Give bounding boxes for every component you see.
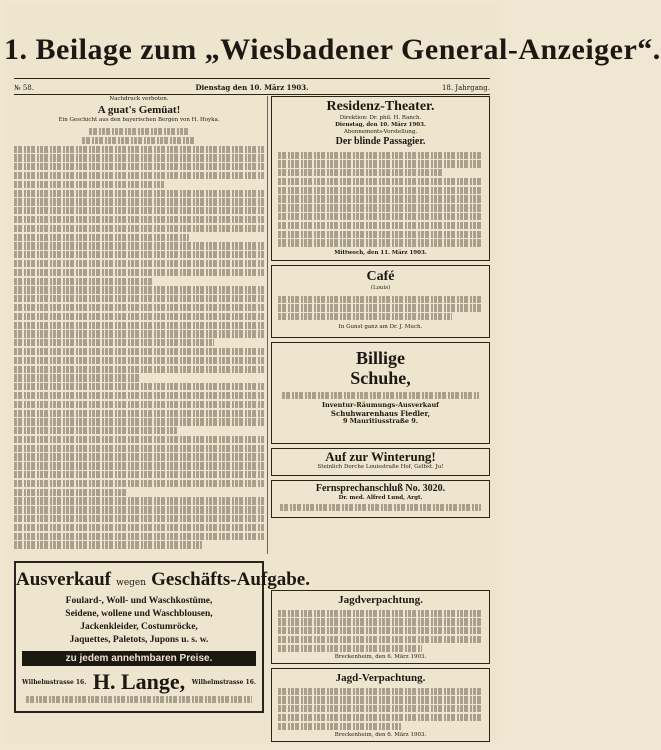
jagd-1-date: Breckenheim, den 6. März 1903. <box>334 654 427 661</box>
sale-line-2: Foulard-, Woll- und Waschkostüme, <box>65 596 213 606</box>
jagd-notice-1 <box>271 590 490 664</box>
header-rule <box>14 78 490 79</box>
shoes-ad <box>271 342 490 444</box>
jagd-notice-2 <box>271 668 490 742</box>
jagd-1-title: Jagdverpachtung. <box>338 594 423 606</box>
ads-column <box>271 96 490 522</box>
theater-date: Dienstag, den 10. März 1903. <box>335 122 426 128</box>
sale-banner: zu jedem annehmbaren Preise. <box>22 651 256 666</box>
header-rule-bottom <box>14 94 490 95</box>
newspaper-page <box>4 3 661 744</box>
shoes-title-1: Billige <box>356 348 405 368</box>
theater-play: Der blinde Passagier. <box>335 136 426 147</box>
theater-direction: Direktion: Dr. phil. H. Ranch. <box>339 115 422 121</box>
jagd-notices <box>271 590 490 746</box>
story-byline: Ein Geschicht aus den bayerischen Bergen von H. Hoyka. <box>58 117 220 123</box>
winter-title: Auf zur Winterung! <box>325 449 436 464</box>
issue-number: № 58. <box>14 84 34 92</box>
winter-line: Steinlich Dorche Louisstraße Hof, Gelbst. Ju! <box>317 464 444 470</box>
page-title: 1. Beilage zum „Wiesbadener General-Anzeiger“. <box>4 33 661 66</box>
sale-line-1b: wegen <box>116 578 147 588</box>
story-kicker: Nachdruck verboten. <box>109 96 169 102</box>
cafe-title: Café <box>366 269 395 284</box>
shoes-line-1: Inventur-Räumungs-Ausverkauf <box>322 401 439 410</box>
winter-ad <box>271 448 490 476</box>
cafe-note: In Gunst ganz am Dr. J. Much. <box>338 323 423 330</box>
phone-title: Fernsprechanschluß No. 3020. <box>315 483 446 494</box>
jagd-2-title: Jagd-Verpachtung. <box>335 672 426 684</box>
sale-line-1c: Geschäfts-Aufgabe. <box>151 569 310 590</box>
cafe-subtitle: (Louis) <box>370 285 391 291</box>
cafe-ad <box>271 265 490 338</box>
story-title: A guat's Gemüat! <box>97 104 181 116</box>
shoes-line-2: Schuhwarenhaus Fiedler, <box>330 409 431 419</box>
jagd-2-date: Breckenheim, den 6. März 1903. <box>334 732 427 739</box>
sale-line-5: Jaquettes, Paletots, Jupons u. s. w. <box>69 635 209 645</box>
sale-line-4: Jackenkleider, Costumröcke, <box>80 622 198 632</box>
column-divider <box>267 96 268 554</box>
issue-date: Dienstag den 10. März 1903. <box>195 83 309 92</box>
theater-next-date: Mittwoch, den 11. März 1903. <box>334 250 427 257</box>
sale-address-right: Wilhelmstrasse 16. <box>191 679 256 686</box>
sale-brand: H. Lange, <box>92 669 186 694</box>
sale-line-3: Seidene, wollene und Waschblousen, <box>65 609 213 619</box>
sale-address-left: Wilhelmstrasse 16. <box>22 679 87 686</box>
sale-line-1: Ausverkauf <box>16 569 112 590</box>
phone-sub: Dr. med. Alfred Lund, Argt. <box>338 495 423 501</box>
issue-year: 18. Jahrgang. <box>441 84 490 92</box>
shoes-title-2: Schuhe, <box>350 368 411 388</box>
shoes-line-3: 9 Mauritiusstraße 9. <box>342 417 419 426</box>
sale-ad <box>14 561 310 713</box>
theater-subscription: Abonnements-Vorstellung. <box>343 129 418 135</box>
theater-ad <box>271 96 490 261</box>
theater-title: Residenz-Theater. <box>326 99 435 114</box>
story-column <box>14 96 264 551</box>
story-body <box>14 128 264 549</box>
phone-ad <box>271 480 490 518</box>
